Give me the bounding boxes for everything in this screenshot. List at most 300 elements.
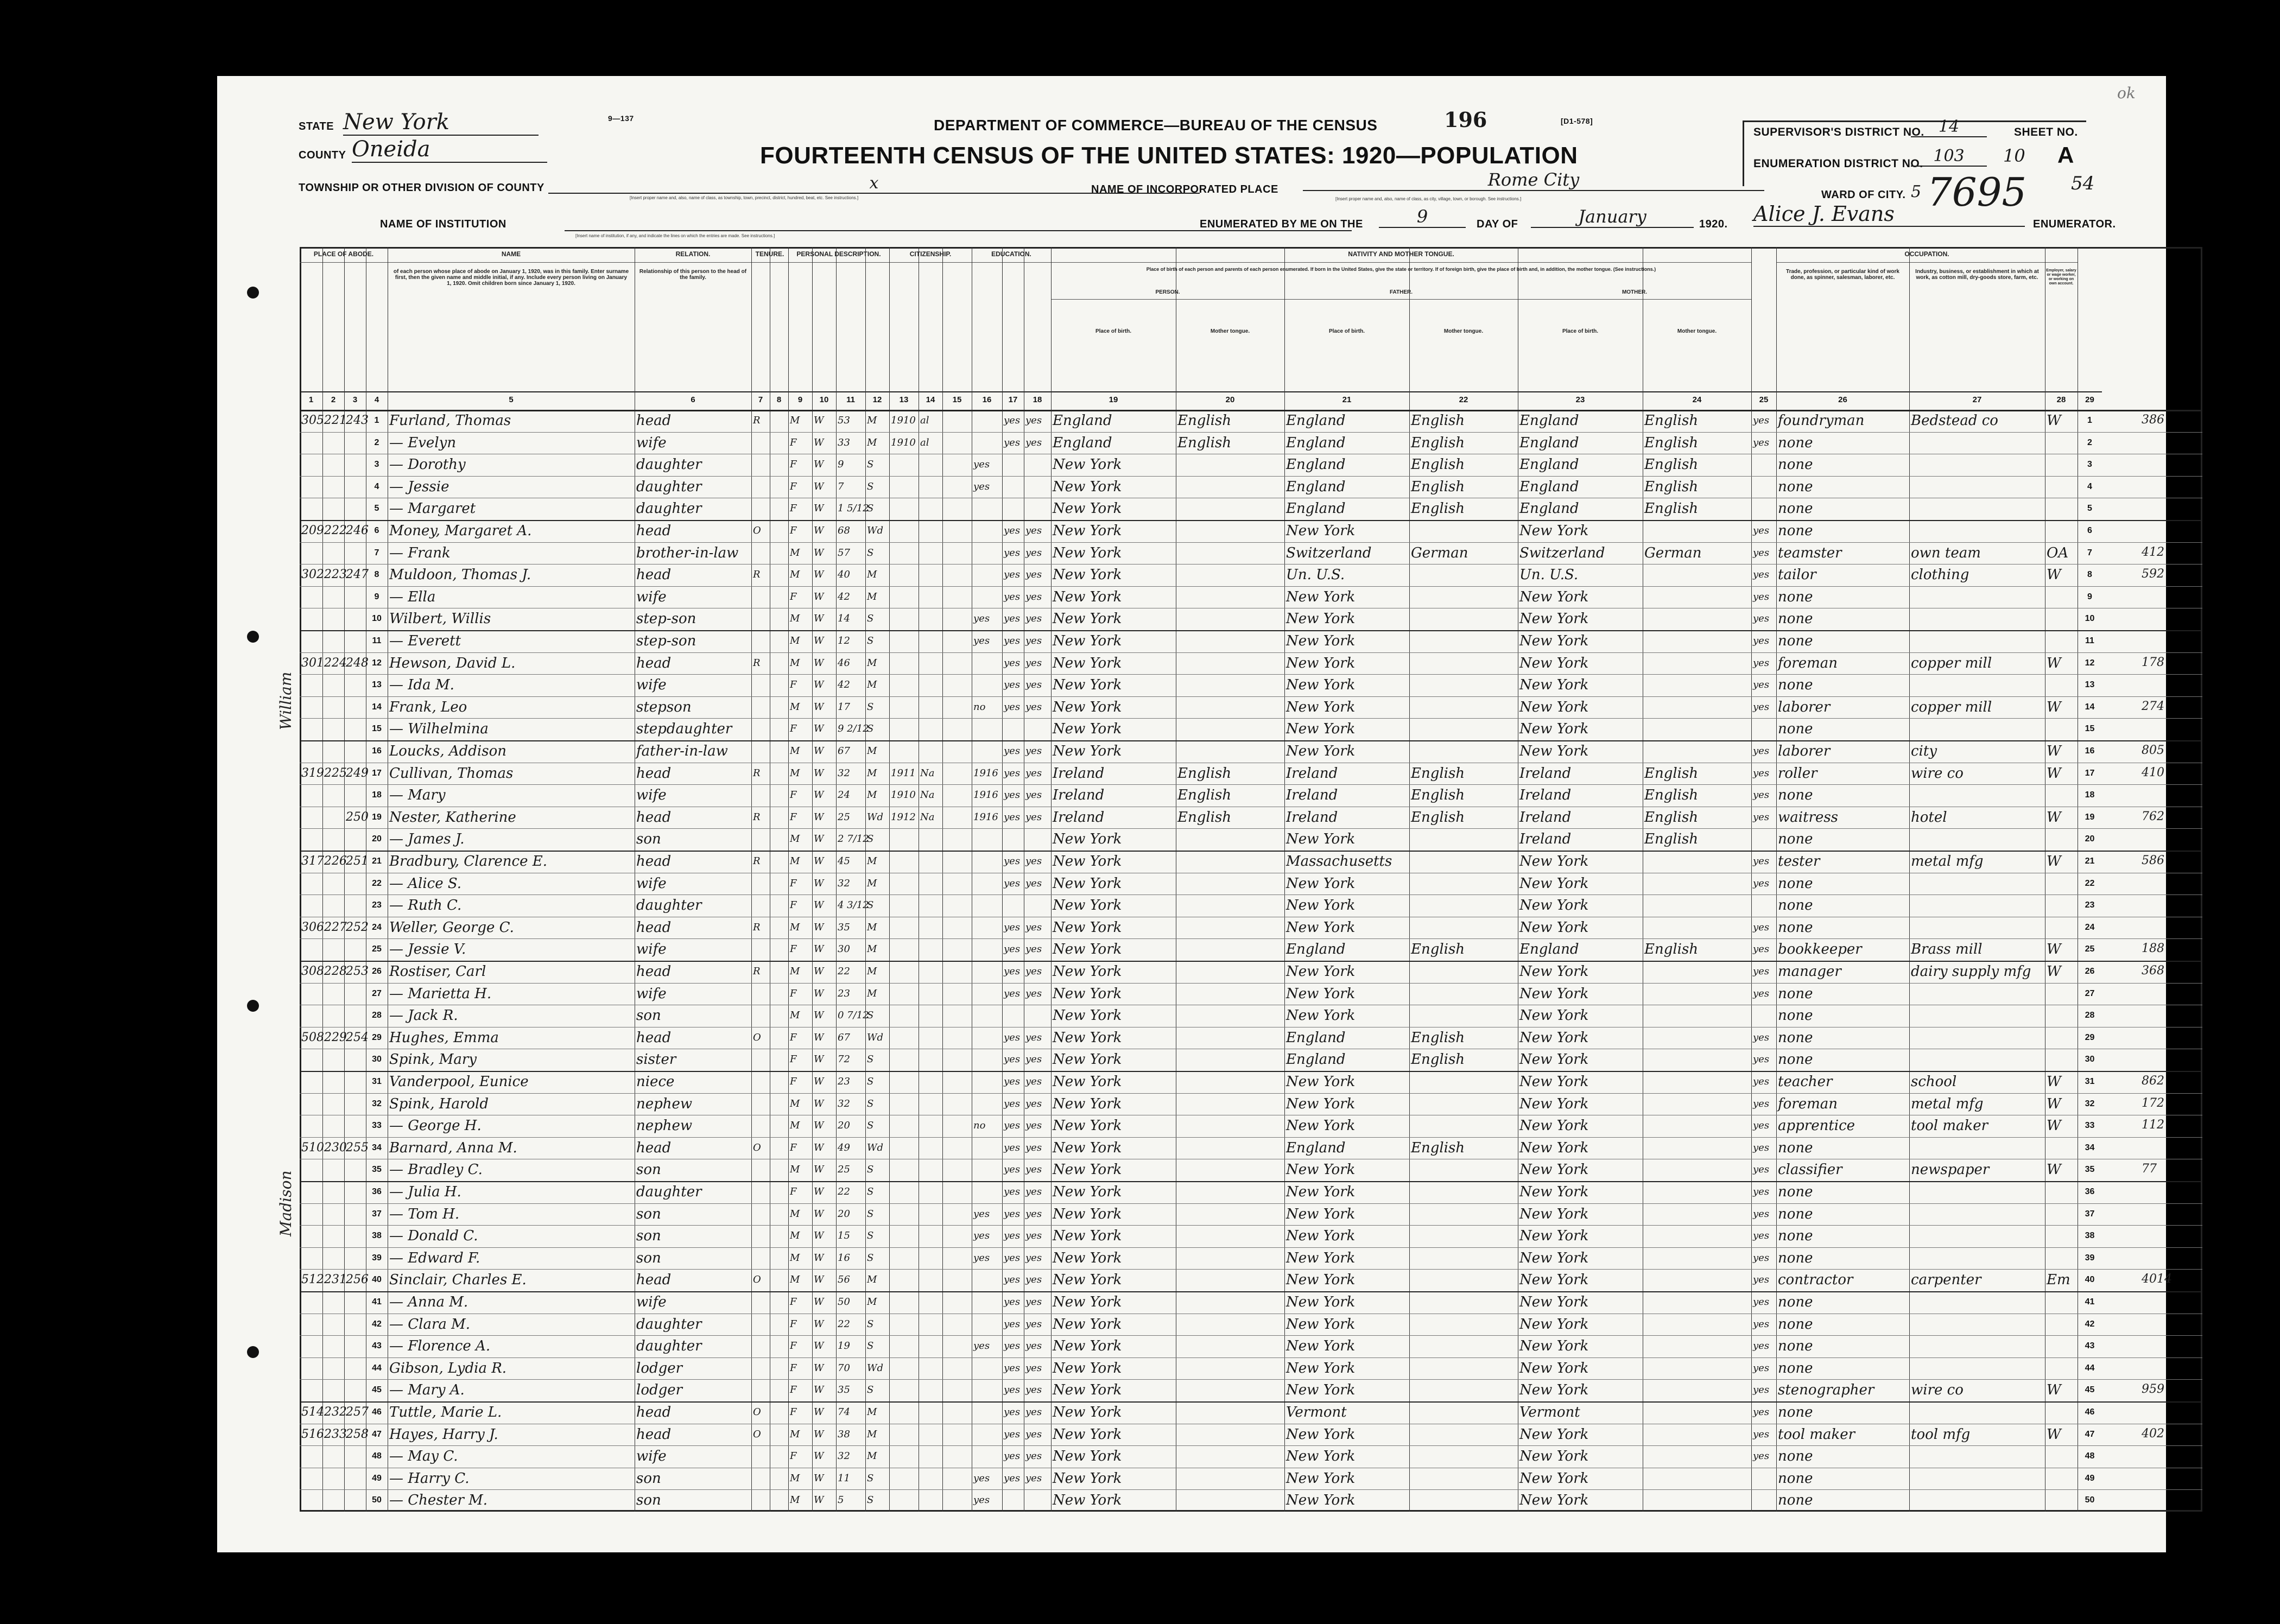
cell-race: W xyxy=(814,480,824,492)
cell-sex: M xyxy=(790,657,800,669)
cell-eng: yes xyxy=(1753,1362,1770,1374)
cell-occ: foundryman xyxy=(1778,413,1865,429)
cell-mpob: New York xyxy=(1519,985,1589,1002)
cell-fmt: English xyxy=(1411,1051,1465,1068)
cell-age: 14 xyxy=(838,613,850,625)
row-number-right: 13 xyxy=(2085,680,2095,690)
cell-mar: M xyxy=(867,877,877,889)
cell-dw: 227 xyxy=(324,920,347,934)
enumerated-month: January xyxy=(1531,206,1694,228)
column-divider xyxy=(1776,247,1777,1512)
cell-sex: F xyxy=(790,1340,797,1352)
cell-fam: 257 xyxy=(346,1405,369,1419)
cell-fam: 246 xyxy=(346,524,369,537)
cell-age: 0 7/12 xyxy=(838,1010,869,1022)
row-number-right: 47 xyxy=(2085,1429,2095,1439)
cell-fpob: New York xyxy=(1286,1249,1356,1266)
cell-rel: daughter xyxy=(636,500,702,517)
cell-read: yes xyxy=(1004,679,1021,691)
cell-age: 23 xyxy=(838,1076,850,1087)
cell-school: yes xyxy=(973,459,990,471)
cell-occ: none xyxy=(1778,1228,1813,1245)
cell-read: yes xyxy=(1004,1164,1021,1176)
cell-name: — Jessie V. xyxy=(389,941,466,958)
cell-age: 46 xyxy=(838,657,850,669)
column-divider xyxy=(942,247,943,1512)
row-number: 16 xyxy=(372,746,382,756)
cell-occ: stenographer xyxy=(1778,1382,1874,1399)
row-number: 25 xyxy=(372,944,382,954)
cell-street: 514 xyxy=(301,1405,324,1419)
cell-write: yes xyxy=(1025,701,1042,713)
cell-age: 42 xyxy=(838,679,850,691)
county-label: COUNTY xyxy=(299,149,346,161)
cell-fpob: New York xyxy=(1286,875,1356,892)
cell-ind: dairy supply mfg xyxy=(1911,963,2031,980)
cell-fpob: New York xyxy=(1286,1272,1356,1289)
cell-read: yes xyxy=(1004,701,1021,713)
column-number: 16 xyxy=(972,391,1002,408)
row-number: 5 xyxy=(374,504,379,513)
cell-ind: hotel xyxy=(1911,809,1947,826)
cell-race: W xyxy=(814,966,824,977)
cell-fmt: English xyxy=(1411,787,1465,804)
cell-occ: none xyxy=(1778,875,1813,892)
cell-pob: New York xyxy=(1053,1448,1122,1465)
cell-mar: S xyxy=(867,1208,874,1220)
cell-rel: son xyxy=(636,1470,661,1487)
cell-sex: F xyxy=(790,1406,797,1418)
cell-sex: F xyxy=(790,1141,797,1153)
cell-mar: S xyxy=(867,1098,874,1109)
cell-ind: wire co xyxy=(1911,765,1964,782)
cell-fpob: New York xyxy=(1286,1382,1356,1399)
cell-read: yes xyxy=(1004,547,1021,559)
cell-street: 317 xyxy=(301,854,324,868)
cell-eng: yes xyxy=(1753,1340,1770,1352)
cell-fpob: New York xyxy=(1286,1316,1356,1333)
cell-school: yes xyxy=(973,1252,990,1264)
cell-ind: copper mill xyxy=(1911,655,1992,671)
cell-read: yes xyxy=(1004,1230,1021,1242)
cell-emp: W xyxy=(2047,413,2061,429)
cell-pob: New York xyxy=(1053,1404,1122,1420)
cell-mt: English xyxy=(1177,434,1232,451)
cell-mpob: New York xyxy=(1519,963,1589,980)
cell-read: yes xyxy=(1004,1208,1021,1220)
group-label: NAME xyxy=(501,250,521,258)
group-label: NATIVITY AND MOTHER TONGUE. xyxy=(1348,250,1454,258)
cell-eng: yes xyxy=(1753,1208,1770,1220)
cell-write: yes xyxy=(1025,855,1042,867)
cell-race: W xyxy=(814,1098,824,1109)
row-number: 13 xyxy=(372,680,382,690)
cell-occ: tester xyxy=(1778,853,1820,870)
cell-sex: M xyxy=(790,1208,800,1220)
cell-occ: foreman xyxy=(1778,655,1838,671)
cell-emp: W xyxy=(2047,743,2061,759)
cell-rel: wife xyxy=(636,875,667,892)
cell-race: W xyxy=(814,1362,824,1374)
cell-ten: O xyxy=(753,1141,761,1153)
cell-pob: New York xyxy=(1053,456,1122,473)
cell-dw: 232 xyxy=(324,1405,347,1419)
cell-mpob: New York xyxy=(1519,1338,1589,1355)
cell-dw: 231 xyxy=(324,1273,347,1287)
cell-name: Money, Margaret A. xyxy=(389,523,532,539)
right-margin-note: 402 xyxy=(2142,1426,2164,1441)
enumerator-label: ENUMERATOR. xyxy=(2033,218,2116,230)
cell-ten: R xyxy=(753,569,761,581)
cell-sex: M xyxy=(790,921,800,933)
cell-read: yes xyxy=(1004,1384,1021,1396)
cell-sex: F xyxy=(790,1362,797,1374)
employer-label: Employer, salary or wage worker, or working on own account. xyxy=(2046,269,2076,286)
cell-age: 57 xyxy=(838,547,850,559)
cell-write: yes xyxy=(1025,1098,1042,1109)
column-number: 21 xyxy=(1284,391,1409,408)
cell-ten: O xyxy=(753,1428,761,1440)
group-label: PERSONAL DESCRIPTION. xyxy=(796,250,881,258)
cell-read: yes xyxy=(1004,1362,1021,1374)
right-margin-note: 959 xyxy=(2142,1382,2164,1397)
column-divider xyxy=(865,247,866,1512)
cell-read: yes xyxy=(1004,1076,1021,1087)
cell-name: Muldoon, Thomas J. xyxy=(389,567,531,583)
row-number: 12 xyxy=(372,658,382,668)
cell-fpob: New York xyxy=(1286,1007,1356,1024)
cell-eng: yes xyxy=(1753,1031,1770,1043)
cell-rel: wife xyxy=(636,787,667,804)
cell-occ: none xyxy=(1778,1051,1813,1068)
row-number-right: 21 xyxy=(2085,857,2095,866)
nativity-father-label: FATHER. xyxy=(1389,289,1413,295)
right-margin-note: 410 xyxy=(2142,765,2164,779)
column-number: 27 xyxy=(1909,391,2045,408)
cell-race: W xyxy=(814,1296,824,1308)
cell-dw: 233 xyxy=(324,1427,347,1441)
cell-mt: English xyxy=(1177,413,1232,429)
column-divider xyxy=(1751,247,1752,1512)
cell-street: 516 xyxy=(301,1427,324,1441)
cell-sex: M xyxy=(790,415,800,426)
cell-eng: yes xyxy=(1753,943,1770,955)
cell-age: 9 xyxy=(838,459,844,471)
cell-race: W xyxy=(814,1031,824,1043)
cell-occ: none xyxy=(1778,500,1813,517)
cell-mar: M xyxy=(867,789,877,801)
cell-fpob: New York xyxy=(1286,1360,1356,1376)
right-margin-note: 77 xyxy=(2142,1162,2157,1176)
cell-read: yes xyxy=(1004,877,1021,889)
column-number: 7 xyxy=(751,391,770,408)
cell-eng: yes xyxy=(1753,613,1770,625)
cell-fpob: New York xyxy=(1286,721,1356,738)
cell-pob: New York xyxy=(1053,478,1122,495)
row-number-right: 45 xyxy=(2085,1385,2095,1395)
cell-fpob: New York xyxy=(1286,1470,1356,1487)
cell-ten: R xyxy=(753,966,761,977)
cell-mar: S xyxy=(867,635,874,646)
cell-pob: New York xyxy=(1053,721,1122,738)
row-number: 11 xyxy=(372,636,382,645)
cell-fmt: English xyxy=(1411,478,1465,495)
cell-pob: New York xyxy=(1053,1118,1122,1134)
column-number: 23 xyxy=(1518,391,1643,408)
cell-ten: R xyxy=(753,657,761,669)
column-number: 25 xyxy=(1751,391,1776,408)
cell-pob: New York xyxy=(1053,1426,1122,1443)
nativity-instructions: Place of birth of each person and parents of each person enumerated. If born in the United States, give the state or territory. If of foreign birth, give the place of birth and, in addition, the mother tongue. (See instructions.) xyxy=(1146,267,1656,272)
cell-write: yes xyxy=(1025,613,1042,625)
cell-age: 35 xyxy=(838,921,850,933)
cell-mmt: English xyxy=(1644,809,1699,826)
cell-emp: W xyxy=(2047,567,2061,583)
cell-sex: M xyxy=(790,701,800,713)
column-number: 3 xyxy=(344,391,366,408)
cell-fpob: Un. U.S. xyxy=(1286,567,1345,583)
cell-age: 67 xyxy=(838,1031,850,1043)
cell-mmt: English xyxy=(1644,434,1699,451)
cell-mmt: English xyxy=(1644,500,1699,517)
cell-emp: W xyxy=(2047,963,2061,980)
cell-name: Wilbert, Willis xyxy=(389,611,491,627)
row-number: 45 xyxy=(372,1385,382,1395)
row-number-right: 44 xyxy=(2085,1363,2095,1373)
cell-name: Hayes, Harry J. xyxy=(389,1426,498,1443)
cell-mpob: New York xyxy=(1519,1118,1589,1134)
cell-race: W xyxy=(814,1010,824,1022)
cell-pob: New York xyxy=(1053,919,1122,936)
group-label: CITIZENSHIP. xyxy=(909,250,952,258)
cell-age: 4 3/12 xyxy=(838,899,869,911)
cell-eng: yes xyxy=(1753,591,1770,602)
cell-fpob: New York xyxy=(1286,1162,1356,1178)
cell-eng: yes xyxy=(1753,767,1770,779)
group-underline xyxy=(972,262,1051,263)
cell-mpob: England xyxy=(1519,500,1579,517)
cell-pob: New York xyxy=(1053,875,1122,892)
cell-nat: al xyxy=(920,436,929,448)
row-number: 36 xyxy=(372,1187,382,1196)
sheet-label: SHEET NO. xyxy=(2014,126,2078,138)
cell-name: Hewson, David L. xyxy=(389,655,516,671)
cell-school: yes xyxy=(973,1494,990,1506)
cell-mpob: New York xyxy=(1519,1162,1589,1178)
cell-occ: tool maker xyxy=(1778,1426,1855,1443)
row-number: 15 xyxy=(372,724,382,734)
cell-occ: none xyxy=(1778,677,1813,694)
cell-ind: wire co xyxy=(1911,1382,1964,1399)
cell-fmt: English xyxy=(1411,1029,1465,1046)
cell-eng: yes xyxy=(1753,877,1770,889)
cell-mpob: Un. U.S. xyxy=(1519,567,1579,583)
row-number-right: 24 xyxy=(2085,922,2095,932)
right-margin-note: 368 xyxy=(2142,964,2164,978)
cell-ind: newspaper xyxy=(1911,1162,1990,1178)
cell-school: yes xyxy=(973,1472,990,1484)
column-divider xyxy=(889,247,890,1512)
cell-name: — Frank xyxy=(389,544,451,561)
cell-name: — Evelyn xyxy=(389,434,457,451)
cell-occ: teacher xyxy=(1778,1074,1833,1090)
column-number: 13 xyxy=(889,391,919,408)
cell-fmt: English xyxy=(1411,434,1465,451)
cell-sex: M xyxy=(790,1274,800,1286)
cell-occ: none xyxy=(1778,919,1813,936)
cell-read: yes xyxy=(1004,1472,1021,1484)
cell-fpob: New York xyxy=(1286,919,1356,936)
cell-pob: New York xyxy=(1053,1338,1122,1355)
row-number: 6 xyxy=(374,526,379,535)
cell-mar: M xyxy=(867,1450,877,1462)
cell-mpob: New York xyxy=(1519,588,1589,605)
cell-pob: New York xyxy=(1053,1206,1122,1222)
cell-age: 25 xyxy=(838,1164,850,1176)
cell-mar: M xyxy=(867,966,877,977)
cell-age: 56 xyxy=(838,1274,850,1286)
row-number-right: 5 xyxy=(2087,504,2092,513)
row-number-right: 36 xyxy=(2085,1187,2095,1196)
cell-eng: yes xyxy=(1753,415,1770,426)
cell-rel: brother-in-law xyxy=(636,544,739,561)
cell-read: yes xyxy=(1004,1141,1021,1153)
row-number-right: 8 xyxy=(2087,570,2092,580)
cell-pob: New York xyxy=(1053,1249,1122,1266)
cell-fam: 256 xyxy=(346,1273,369,1287)
cell-name: — Edward F. xyxy=(389,1249,480,1266)
cell-pob: New York xyxy=(1053,853,1122,870)
cell-fpob: New York xyxy=(1286,897,1356,914)
cell-nat: al xyxy=(920,415,929,426)
cell-mpob: New York xyxy=(1519,721,1589,738)
cell-street: 209 xyxy=(301,524,324,537)
cell-age: 72 xyxy=(838,1054,850,1065)
cell-rel: wife xyxy=(636,434,667,451)
cell-eng: yes xyxy=(1753,1186,1770,1197)
cell-mpob: New York xyxy=(1519,1184,1589,1200)
column-divider xyxy=(1002,247,1003,1512)
cell-write: yes xyxy=(1025,1274,1042,1286)
place-of-birth-label: Place of birth. xyxy=(1328,328,1365,334)
cell-sex: M xyxy=(790,613,800,625)
row-number-right: 32 xyxy=(2085,1099,2095,1108)
cell-name: — Harry C. xyxy=(389,1470,470,1487)
cell-sex: M xyxy=(790,569,800,581)
right-margin-note: 172 xyxy=(2142,1096,2164,1110)
cell-name: — Margaret xyxy=(389,500,476,517)
cell-write: yes xyxy=(1025,1031,1042,1043)
row-number-right: 46 xyxy=(2085,1407,2095,1417)
cell-occ: teamster xyxy=(1778,544,1842,561)
cell-mar: S xyxy=(867,701,874,713)
cell-age: 53 xyxy=(838,415,850,426)
cell-eng: yes xyxy=(1753,635,1770,646)
cell-race: W xyxy=(814,613,824,625)
cell-occ: none xyxy=(1778,787,1813,804)
punch-hole xyxy=(247,1346,259,1358)
sheet-letter: A xyxy=(2057,142,2074,168)
cell-eng: yes xyxy=(1753,1384,1770,1396)
cell-fpob: England xyxy=(1286,1051,1346,1068)
cell-rel: father-in-law xyxy=(636,743,728,759)
cell-fpob: New York xyxy=(1286,611,1356,627)
cell-read: yes xyxy=(1004,635,1021,646)
cell-street: 512 xyxy=(301,1273,324,1287)
cell-mar: M xyxy=(867,943,877,955)
cell-write: yes xyxy=(1025,1384,1042,1396)
cell-sex: F xyxy=(790,459,797,471)
place-of-birth-label: Place of birth. xyxy=(1562,328,1599,334)
cell-eng: yes xyxy=(1753,811,1770,823)
row-number-right: 3 xyxy=(2087,460,2092,470)
cell-age: 5 xyxy=(838,1494,844,1506)
cell-mar: S xyxy=(867,833,874,845)
cell-name: — Everett xyxy=(389,633,461,649)
cell-read: yes xyxy=(1004,1428,1021,1440)
cell-mmt: English xyxy=(1644,478,1699,495)
cell-rel: nephew xyxy=(636,1118,693,1134)
cell-sex: M xyxy=(790,547,800,559)
cell-read: yes xyxy=(1004,1406,1021,1418)
cell-write: yes xyxy=(1025,877,1042,889)
cell-rel: head xyxy=(636,413,672,429)
place-of-birth-label: Place of birth. xyxy=(1095,328,1132,334)
cell-mpob: England xyxy=(1519,434,1579,451)
cell-fmt: German xyxy=(1411,544,1468,561)
cell-race: W xyxy=(814,811,824,823)
cell-school: yes xyxy=(973,480,990,492)
cell-pob: New York xyxy=(1053,941,1122,958)
cell-race: W xyxy=(814,569,824,581)
cell-occ: none xyxy=(1778,633,1813,649)
cell-rel: head xyxy=(636,1272,672,1289)
right-margin-note: 112 xyxy=(2142,1118,2164,1132)
row-number-right: 29 xyxy=(2085,1032,2095,1042)
left-margin-note: Madison xyxy=(277,1170,295,1237)
cell-name: — Alice S. xyxy=(389,875,462,892)
cell-street: 319 xyxy=(301,766,324,780)
cell-rel: sister xyxy=(636,1051,676,1068)
cell-race: W xyxy=(814,1208,824,1220)
cell-fpob: England xyxy=(1286,1139,1346,1156)
cell-sex: M xyxy=(790,1010,800,1022)
cell-name: — Julia H. xyxy=(389,1184,461,1200)
right-margin-note: 586 xyxy=(2142,854,2164,867)
cell-occ: contractor xyxy=(1778,1272,1853,1289)
cell-mpob: New York xyxy=(1519,611,1589,627)
cell-mpob: Switzerland xyxy=(1519,544,1605,561)
cell-mar: Wd xyxy=(867,525,884,536)
cell-dw: 225 xyxy=(324,766,347,780)
column-divider xyxy=(812,247,813,1512)
cell-pob: New York xyxy=(1053,985,1122,1002)
cell-rel: son xyxy=(636,1249,661,1266)
row-number-right: 20 xyxy=(2085,834,2095,844)
cell-read: yes xyxy=(1004,1098,1021,1109)
column-number: 20 xyxy=(1176,391,1284,408)
column-number: 26 xyxy=(1776,391,1909,408)
cell-occ: none xyxy=(1778,1448,1813,1465)
cell-mar: S xyxy=(867,1384,874,1396)
cell-name: Frank, Leo xyxy=(389,699,467,715)
cell-mpob: New York xyxy=(1519,853,1589,870)
cell-rel: head xyxy=(636,567,672,583)
cell-mar: M xyxy=(867,569,877,581)
cell-age: 1 5/12 xyxy=(838,503,869,515)
cell-nat: Na xyxy=(920,789,935,801)
stamp-number: 7695 xyxy=(1927,169,2027,215)
